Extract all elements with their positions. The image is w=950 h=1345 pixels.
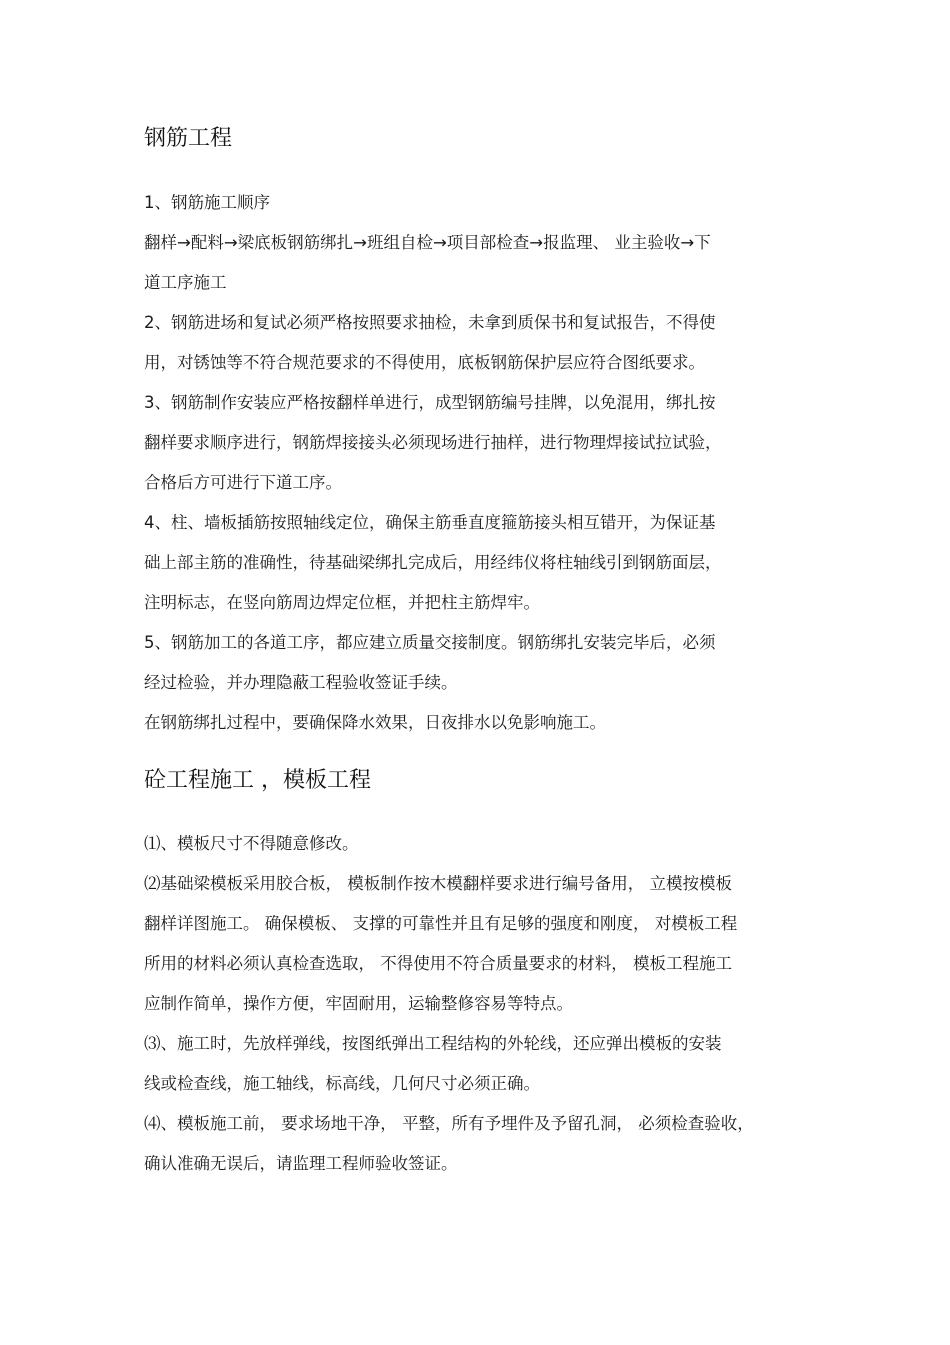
paragraph-line: ⑶、施工时，先放样弹线，按图纸弹出工程结构的外轮线，还应弹出模板的安装 [144, 1034, 722, 1053]
paragraph-line: 道工序施工 [144, 273, 227, 292]
paragraph-line: 应制作简单，操作方便，牢固耐用，运输整修容易等特点。 [144, 994, 573, 1013]
paragraph-line: 翻样要求顺序进行，钢筋焊接接头必须现场进行抽样，进行物理焊接试拉试验， [144, 433, 722, 452]
paragraph-line: 所用的材料必须认真检查选取， 不得使用不符合质量要求的材料， 模板工程施工 [144, 954, 732, 973]
paragraph-line: 础上部主筋的准确性，待基础梁绑扎完成后，用经纬仪将柱轴线引到钢筋面层， [144, 553, 722, 572]
paragraph-line: 4、柱、墙板插筋按照轴线定位，确保主筋垂直度箍筋接头相互错开，为保证基 [144, 513, 716, 532]
paragraph-line: 3、钢筋制作安装应严格按翻样单进行，成型钢筋编号挂牌，以免混用，绑扎按 [144, 393, 716, 412]
paragraph-line: ⑷、模板施工前， 要求场地干净， 平整，所有予埋件及予留孔洞， 必须检查验收， [144, 1114, 754, 1133]
paragraph-line: 合格后方可进行下道工序。 [144, 473, 342, 492]
paragraph-line: 5、钢筋加工的各道工序，都应建立质量交接制度。钢筋绑扎安装完毕后，必须 [144, 633, 716, 652]
paragraph-line: 在钢筋绑扎过程中，要确保降水效果，日夜排水以免影响施工。 [144, 713, 606, 732]
paragraph-line: 2、钢筋进场和复试必须严格按照要求抽检，未拿到质保书和复试报告，不得使 [144, 313, 716, 332]
paragraph-line: 注明标志，在竖向筋周边焊定位框，并把柱主筋焊牢。 [144, 593, 540, 612]
paragraph-line: ⑴、模板尺寸不得随意修改。 [144, 834, 359, 853]
paragraph-line: 确认准确无误后，请监理工程师验收签证。 [144, 1154, 458, 1173]
section-title-rebar: 钢筋工程 [144, 126, 233, 151]
paragraph-line: 翻样详图施工。 确保模板、 支撑的可靠性并且有足够的强度和刚度， 对模板工程 [144, 914, 738, 933]
paragraph-line: 用，对锈蚀等不符合规范要求的不得使用，底板钢筋保护层应符合图纸要求。 [144, 353, 705, 372]
paragraph-line: 翻样→配料→梁底板钢筋绑扎→班组自检→项目部检查→报监理、 业主验收→下 [144, 233, 711, 252]
paragraph-line: ⑵基础梁模板采用胶合板， 模板制作按木模翻样要求进行编号备用， 立模按模板 [144, 874, 732, 893]
paragraph-line: 经过检验，并办理隐蔽工程验收签证手续。 [144, 673, 458, 692]
paragraph-line: 线或检查线，施工轴线，标高线，几何尺寸必须正确。 [144, 1074, 540, 1093]
section-title-formwork: 砼工程施工 ，模板工程 [144, 768, 371, 793]
paragraph-line: 1、钢筋施工顺序 [144, 193, 270, 212]
